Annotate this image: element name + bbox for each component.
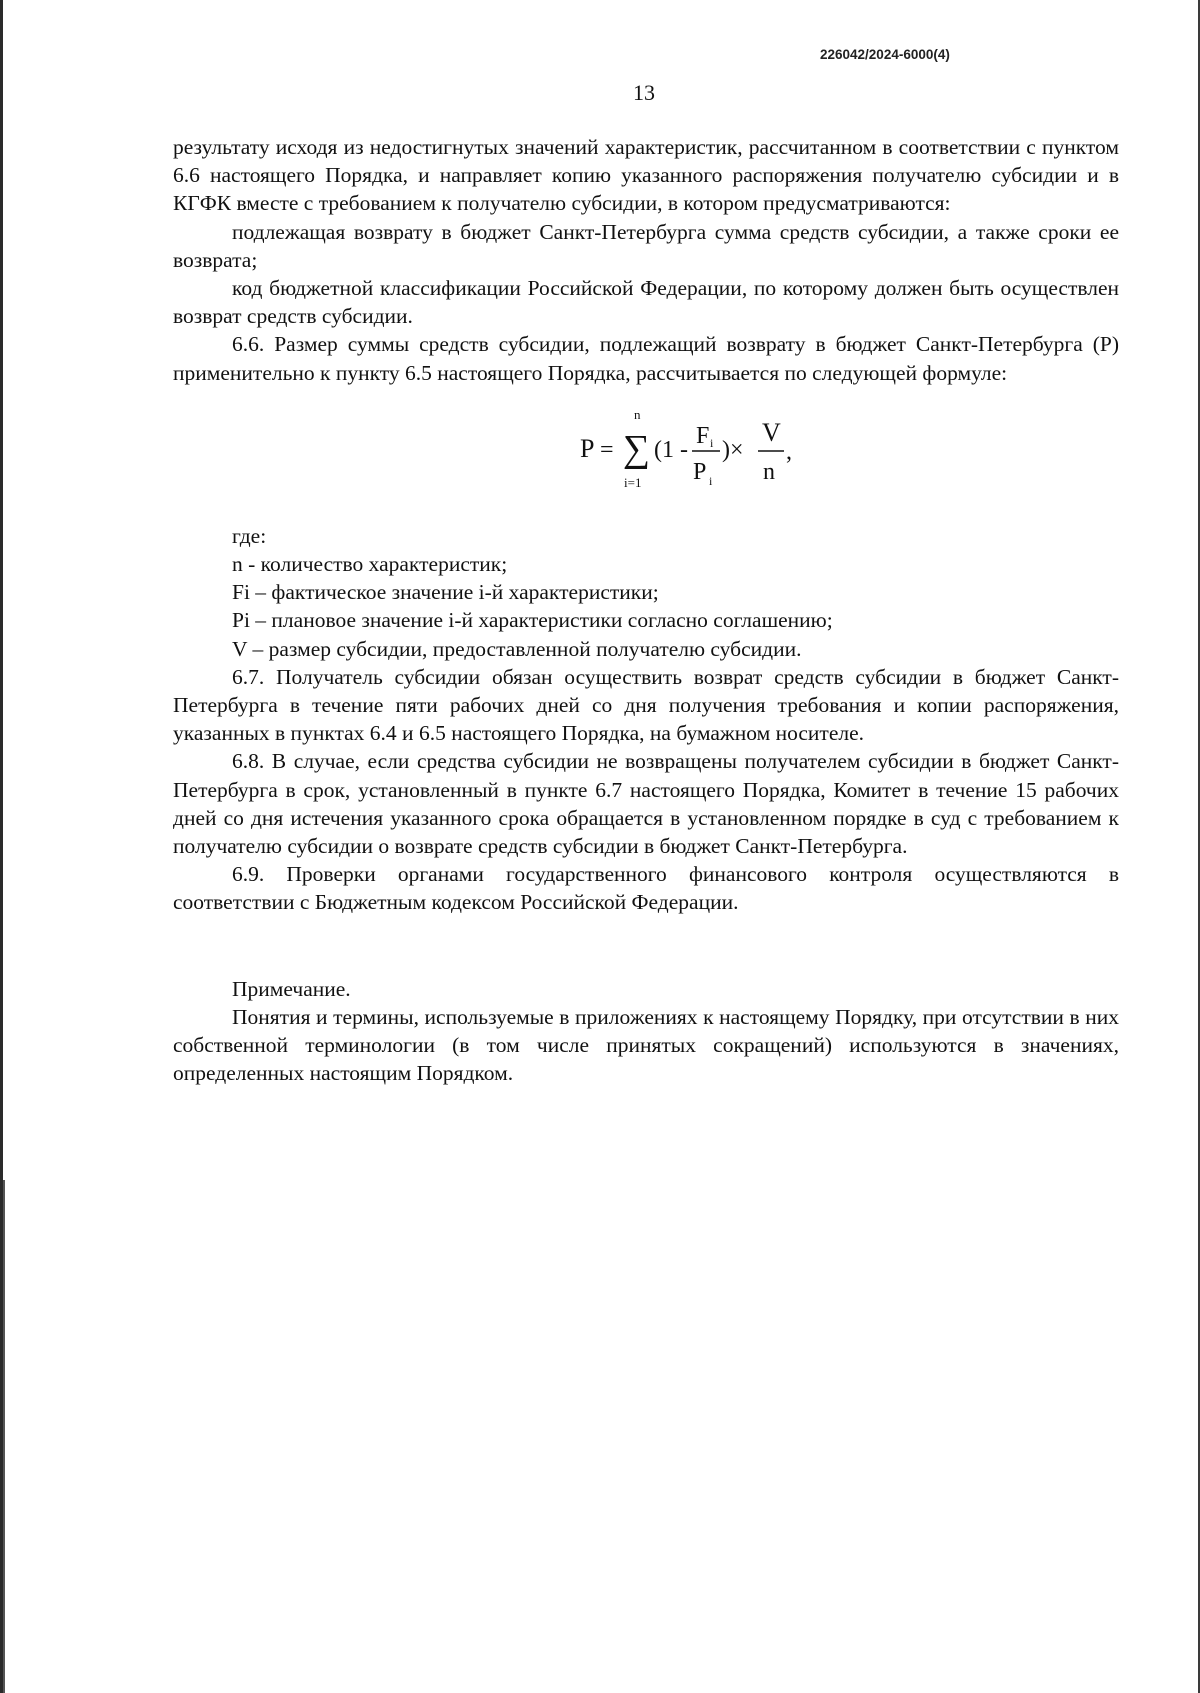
formula-equals: = (600, 436, 614, 463)
where-item-n: n - количество характеристик; (232, 552, 508, 577)
formula-frac2-num: V (762, 417, 781, 447)
where-label: где: (232, 523, 267, 548)
formula-frac1-num-sub: i (710, 435, 714, 450)
paragraph-6-8: 6.8. В случае, если средства субсидии не возвращены получателем субсидии в бюджет Санкт-Петербурга в срок, установленный в пункте 6.7 настоящего Порядка, Комитет в течение 15 рабочих дней со дня истечения указанного срока обращается в установленном порядке в суд с требованием к получателю субсидии о возврате средств субсидии в бюджет Санкт-Петербурга. (173, 749, 1119, 859)
paragraph-return-amount: подлежащая возврату в бюджет Санкт-Петербурга сумма средств субсидии, а также сроки ее возврата; (173, 219, 1119, 272)
document-body (173, 133, 1119, 1087)
paragraph-continuation: результату исходя из недостигнутых значений характеристик, рассчитанном в соответствии с пунктом 6.6 настоящего Порядка, и направляет копию указанного распоряжения получателю субсидии и в КГФК вместе с требованием к получателю субсидии, в котором предусматриваются: (173, 135, 1119, 216)
paragraph-budget-code: код бюджетной классификации Российской Федерации, по которому должен быть осуществлен возврат средств субсидии. (173, 276, 1119, 329)
formula-sum-lower: i=1 (624, 474, 642, 490)
formula-frac1-den: P (693, 458, 707, 485)
paragraph-6-7: 6.7. Получатель субсидии обязан осуществить возврат средств субсидии в бюджет Санкт-Петербурга в течение пяти рабочих дней со дня получения требования и копии распоряжения, указанных в пунктах 6.4 и 6.5 настоящего Порядка, на бумажном носителе. (173, 664, 1119, 746)
paragraph-6-6: 6.6. Размер суммы средств субсидии, подлежащий возврату в бюджет Санкт-Петербурга (Р) применительно к пункту 6.5 настоящего Порядка, рассчитывается по следующей формуле: (173, 332, 1119, 385)
formula-open: (1 - (654, 436, 688, 463)
return-formula (578, 397, 818, 507)
formula-times: )× (722, 436, 744, 463)
spacer (173, 917, 1119, 975)
scan-edge-shadow (3, 1180, 5, 1693)
formula-frac2-den: n (763, 458, 775, 485)
formula-frac1-den-sub: i (709, 473, 713, 488)
formula-lhs: P (580, 433, 595, 463)
where-item-pi: Pi – плановое значение i-й характеристики согласно соглашению; (232, 608, 833, 633)
formula-sum-sign: ∑ (623, 427, 651, 470)
note-text: Понятия и термины, используемые в приложениях к настоящему Порядку, при отсутствии в них собственной терминологии (в том числе принятых сокращений) используются в значениях, определенных настоящим Порядком. (173, 1004, 1119, 1086)
paragraph-6-9: 6.9. Проверки органами государственного финансового контроля осуществляются в соответствии с Бюджетным кодексом Российской Федерации. (173, 862, 1119, 915)
note-title: Примечание. (232, 976, 351, 1001)
where-item-v: V – размер субсидии, предоставленной получателю субсидии. (232, 636, 802, 661)
page-number: 13 (633, 80, 655, 105)
formula-frac1-num: F (696, 422, 710, 449)
formula-sum-upper: n (634, 406, 641, 422)
document-id: 226042/2024-6000(4) (820, 47, 950, 62)
formula-block (173, 387, 1119, 522)
formula-end: , (786, 438, 792, 465)
where-item-fi: Fi – фактическое значение i-й характеристики; (232, 580, 659, 605)
